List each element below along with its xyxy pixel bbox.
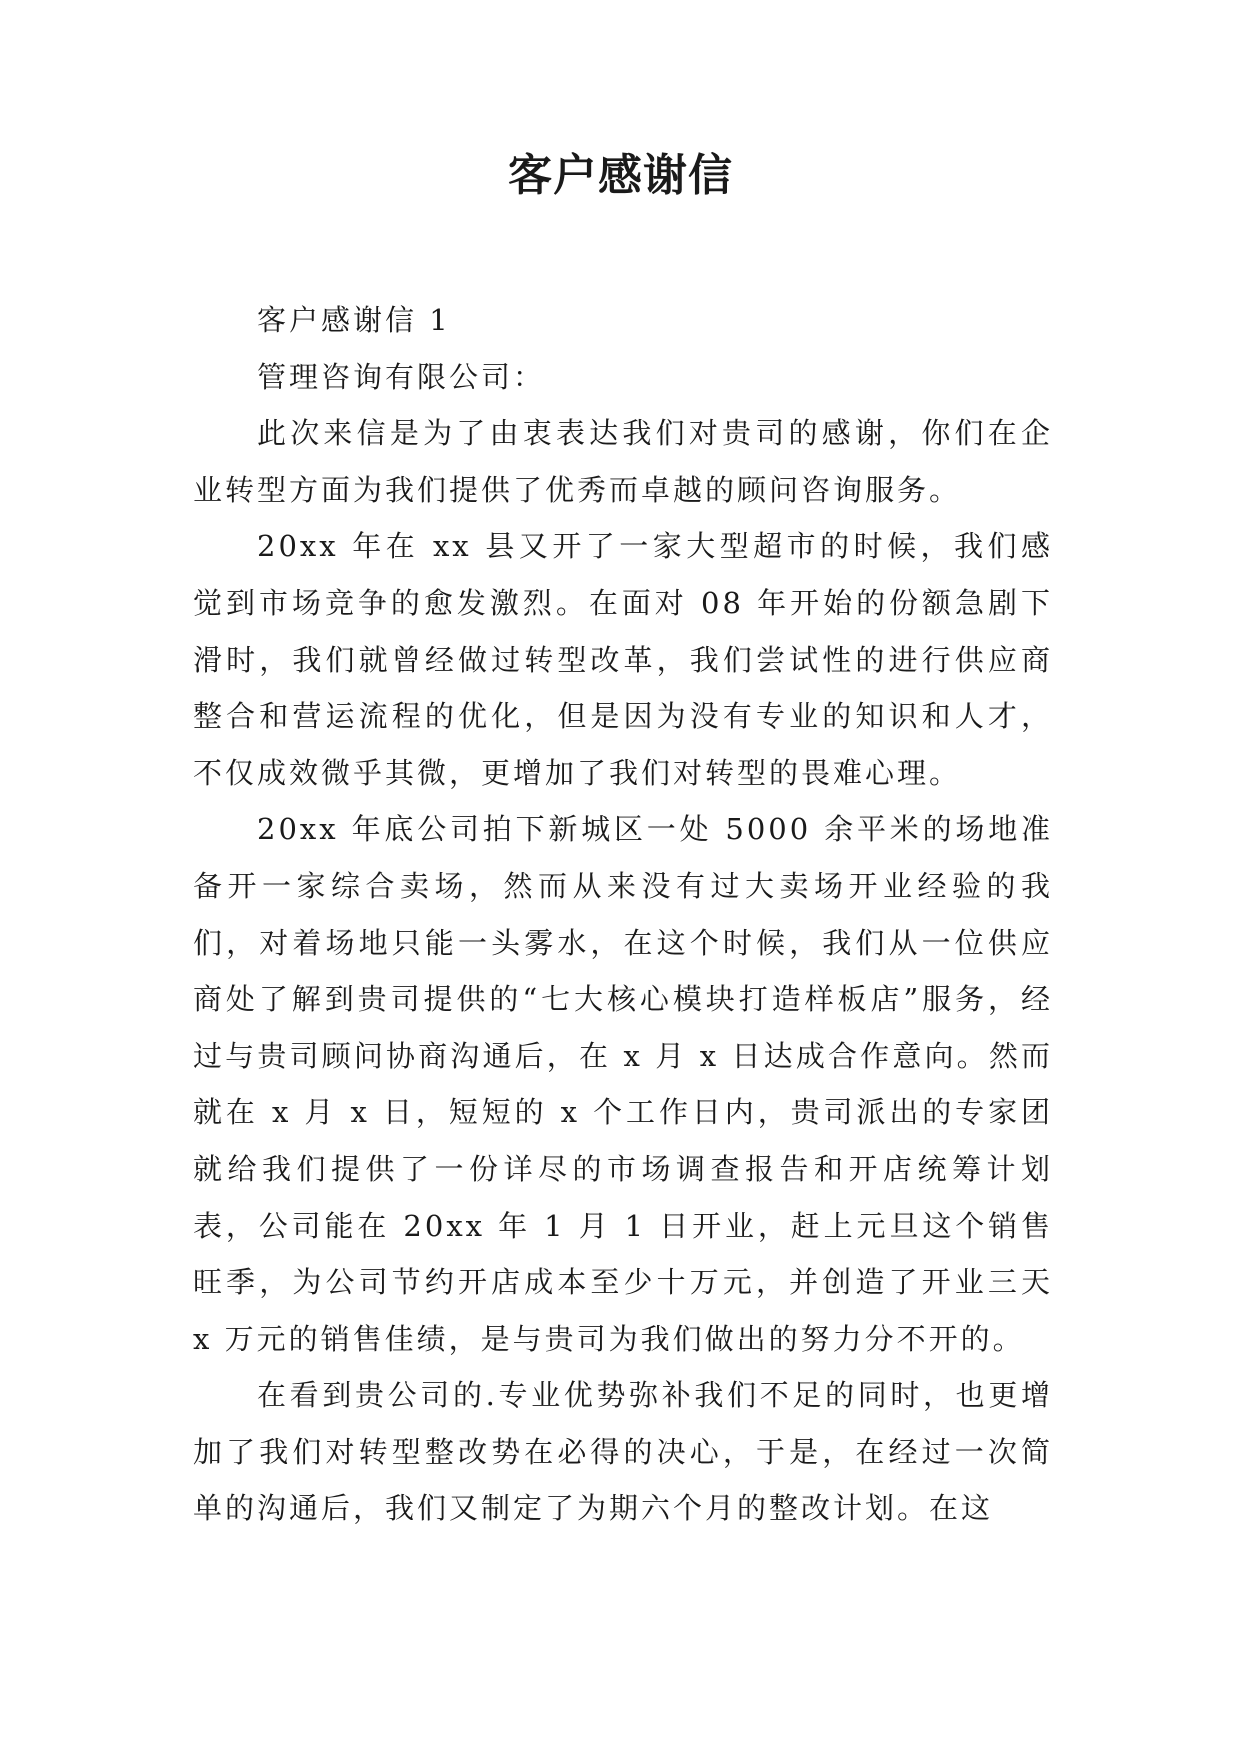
letter-paragraph: 在看到贵公司的.专业优势弥补我们不足的同时，也更增加了我们对转型整改势在必得的决心，于是，在经过一次简单的沟通后，我们又制定了为期六个月的整改计划。在这 xyxy=(193,1378,1053,1526)
letter-body xyxy=(193,292,1053,1537)
letter-paragraph: 20xx 年底公司拍下新城区一处 5000 余平米的场地准备开一家综合卖场，然而从来没有过大卖场开业经验的我们，对着场地只能一头雾水，在这个时候，我们从一位供应商处了解到贵司提供的“七大核心模块打造样板店”服务，经过与贵司顾问协商沟通后，在 x 月 x 日达成合作意向。然而就在 x 月 x 日，短短的 x 个工作日内，贵司派出的专家团就给我们提供了一份详尽的市场调查报告和开店统筹计划表，公司能在 20xx 年 1 月 1 日开业，赶上元旦这个销售旺季，为公司节约开店成本至少十万元，并创造了开业三天 x 万元的销售佳绩，是与贵司为我们做出的努力分不开的。 xyxy=(193,812,1053,1356)
letter-paragraph: 20xx 年在 xx 县又开了一家大型超市的时候，我们感觉到市场竞争的愈发激烈。在面对 08 年开始的份额急剧下滑时，我们就曾经做过转型改革，我们尝试性的进行供应商整合和营运流程的优化，但是因为没有专业的知识和人才，不仅成效微乎其微，更增加了我们对转型的畏难心理。 xyxy=(193,529,1053,790)
document-title: 客户感谢信 xyxy=(508,150,733,201)
letter-salutation: 管理咨询有限公司： xyxy=(257,359,546,394)
letter-paragraph: 此次来信是为了由衷表达我们对贵司的感谢，你们在企业转型方面为我们提供了优秀而卓越的顾问咨询服务。 xyxy=(193,416,1053,507)
letter-subtitle: 客户感谢信 1 xyxy=(257,303,451,337)
